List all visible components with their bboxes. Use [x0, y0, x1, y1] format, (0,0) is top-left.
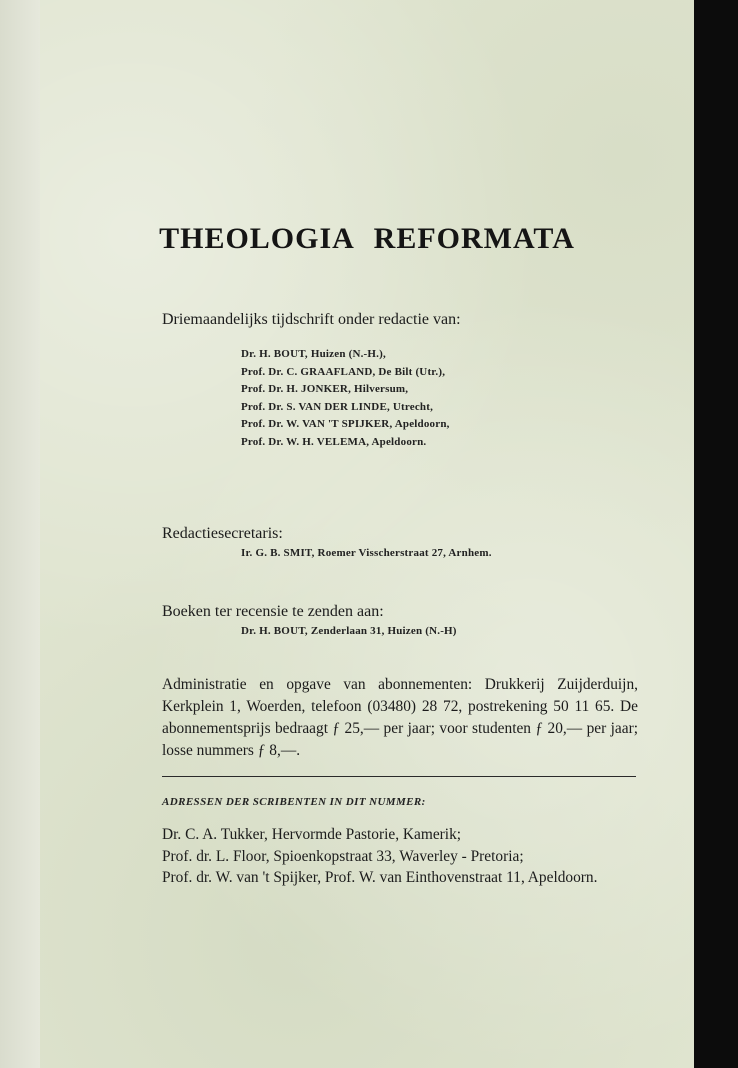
editor-entry: Prof. Dr. W. VAN 'T SPIJKER, Apeldoorn, — [241, 418, 450, 430]
review-books-label: Boeken ter recensie te zenden aan: — [162, 603, 384, 620]
editor-entry: Prof. Dr. H. JONKER, Hilversum, — [241, 383, 409, 395]
contributor-address: Prof. dr. W. van 't Spijker, Prof. W. van Einthovenstraat 11, Apeldoorn. — [162, 869, 598, 886]
review-books-address: Dr. H. BOUT, Zenderlaan 31, Huizen (N.-H) — [241, 625, 457, 637]
editor-entry: Prof. Dr. W. H. VELEMA, Apeldoorn. — [241, 435, 427, 448]
contributors-heading: ADRESSEN DER SCRIBENTEN IN DIT NUMMER: — [162, 796, 426, 808]
journal-title: THEOLOGIA REFORMATA — [159, 222, 575, 255]
contributor-address: Dr. C. A. Tukker, Hervormde Pastorie, Kamerik; — [162, 826, 462, 843]
contributor-address: Prof. dr. L. Floor, Spioenkopstraat 33, Waverley - Pretoria; — [162, 847, 524, 865]
paper-sheet — [40, 0, 694, 1068]
secretariat-address: Ir. G. B. SMIT, Roemer Visscherstraat 27, Arnhem. — [241, 547, 492, 559]
editor-entry: Prof. Dr. C. GRAAFLAND, De Bilt (Utr.), — [241, 365, 446, 378]
secretariat-label: Redactiesecretaris: — [162, 525, 283, 542]
scan-margin-left — [0, 0, 40, 1068]
administration-paragraph: Administratie en opgave van abonnementen: Drukkerij Zuijderduijn, Kerkplein 1, Woerden, telefoon (03480) 28 72, postrekening 50 11 65. De abonnementsprijs bedraagt ƒ 25,— per jaar; voor studenten ƒ 20,— per jaar; losse nummers ƒ 8,—. — [162, 676, 638, 759]
scan-margin-right — [694, 0, 738, 1068]
editor-entry: Dr. H. BOUT, Huizen (N.-H.), — [241, 348, 386, 360]
contributor-address-list — [162, 824, 597, 889]
editor-entry: Prof. Dr. S. VAN DER LINDE, Utrecht, — [241, 400, 434, 413]
section-divider — [162, 776, 636, 777]
editorial-board-label: Driemaandelijks tijdschrift onder redactie van: — [162, 311, 461, 328]
editor-list — [241, 346, 450, 451]
